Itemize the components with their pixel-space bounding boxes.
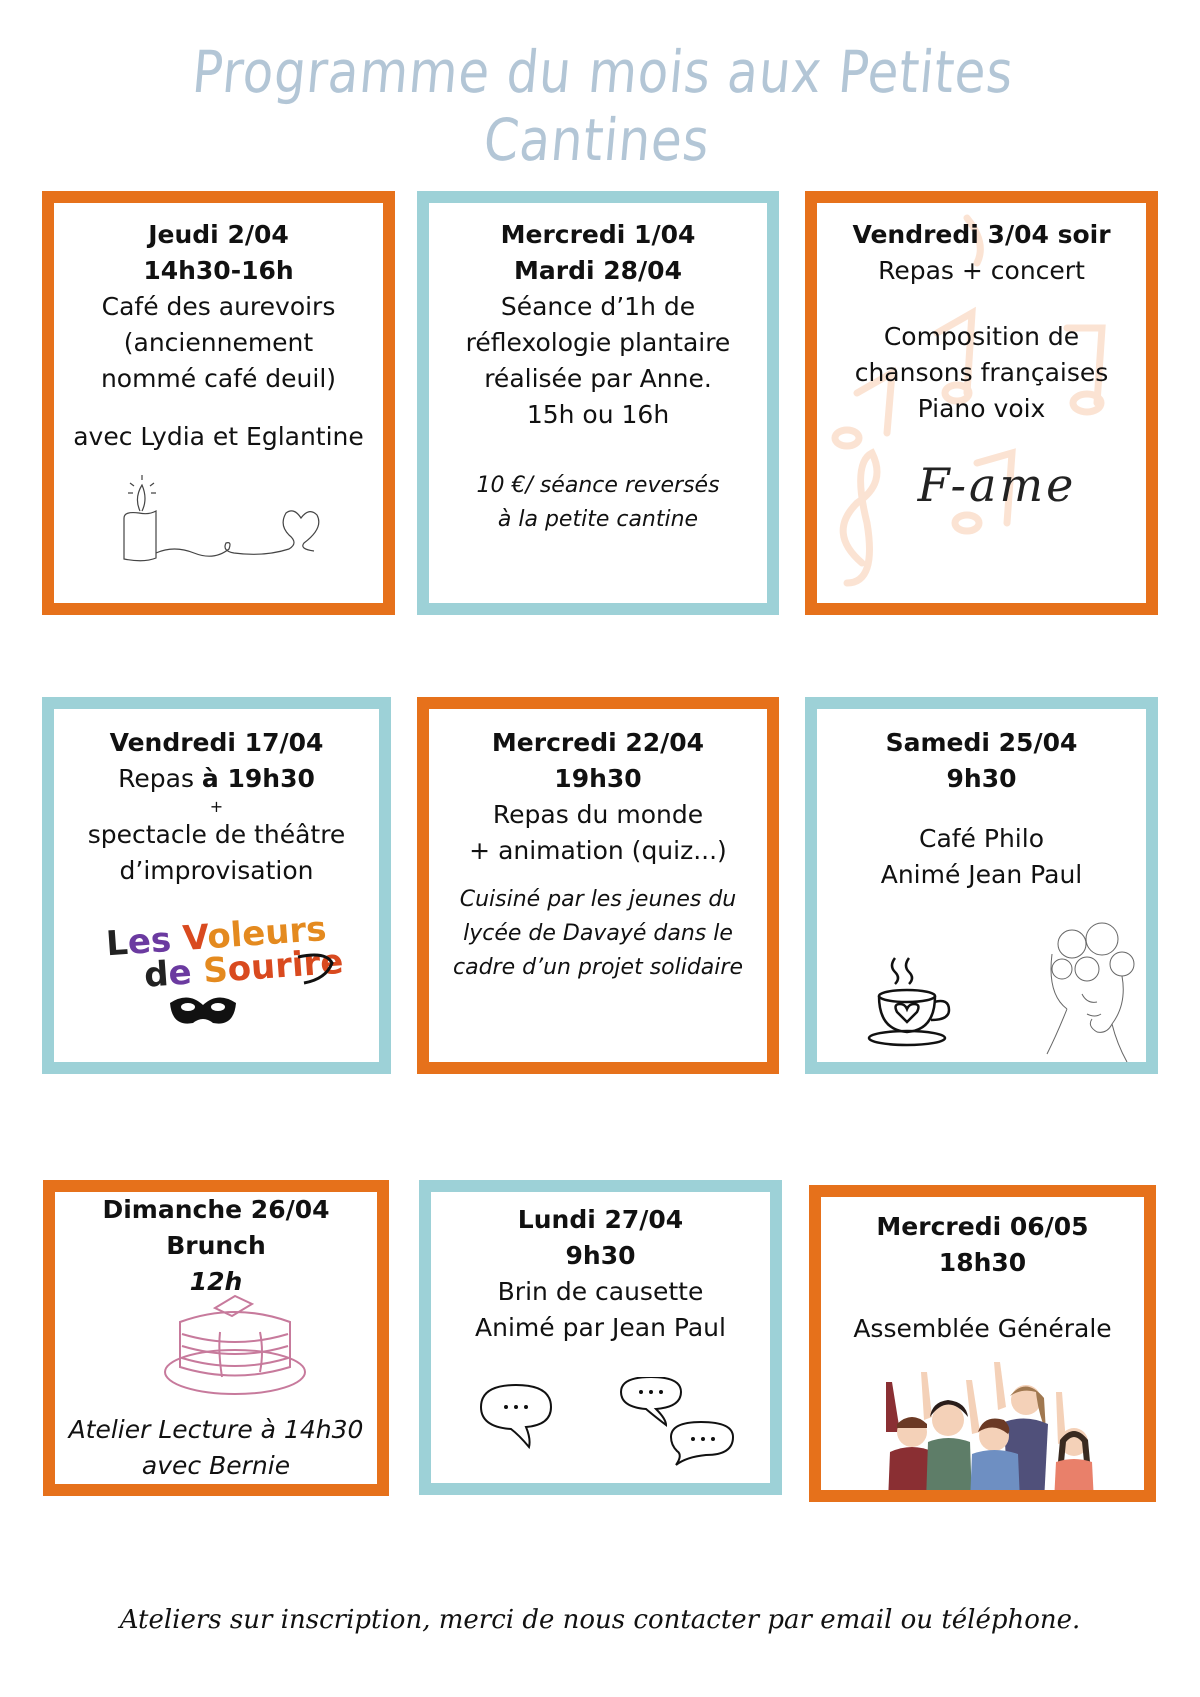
event-title: Café des aurevoirs [101, 292, 336, 321]
event-note: lycée de Davayé dans le [463, 921, 733, 946]
event-date: Lundi 27/04 [517, 1205, 684, 1234]
event-description: d’improvisation [119, 856, 314, 885]
candle-heart-line-icon [114, 473, 334, 568]
event-time: 19h30 [554, 764, 642, 793]
les-voleurs-de-sourire-logo: Les Voleurs de Sourire [106, 919, 346, 1039]
event-title: Brunch [166, 1231, 266, 1260]
event-card-lundi-27-04 [419, 1180, 782, 1495]
event-time: 18h30 [938, 1248, 1027, 1277]
event-description: nommé café deuil) [100, 364, 337, 393]
event-hosts: avec Lydia et Eglantine [73, 422, 364, 451]
event-date: Jeudi 2/04 [148, 220, 289, 249]
coffee-cup-heart-icon [867, 954, 962, 1049]
event-description: spectacle de théâtre [87, 820, 346, 849]
event-date: Vendredi 3/04 soir [852, 220, 1111, 249]
event-date: Mardi 28/04 [514, 256, 682, 285]
event-description: chansons françaises [854, 358, 1109, 387]
event-time: à 19h30 [201, 764, 315, 793]
woman-flowers-line-icon [1027, 914, 1147, 1064]
event-title: Séance d’1h de [500, 292, 696, 321]
event-price-note: à la petite cantine [497, 507, 699, 532]
event-date: Vendredi 17/04 [109, 728, 324, 757]
event-time: 15h ou 16h [526, 400, 670, 429]
event-card-jeudi-2-04 [42, 191, 395, 615]
event-description: Piano voix [917, 394, 1046, 423]
event-card-mercredi-22-04 [417, 697, 779, 1074]
pancakes-icon [160, 1292, 310, 1402]
event-date: Mercredi 22/04 [491, 728, 705, 757]
event-date: Dimanche 26/04 [102, 1195, 330, 1224]
plus-sign: + [209, 797, 224, 816]
event-title: Repas + concert [878, 256, 1085, 285]
event-time: 12h [189, 1267, 243, 1296]
f-ame-signature: F-ame [917, 458, 1077, 512]
page-title: Programme du mois aux Petites Cantines [189, 38, 1017, 174]
event-time: 9h30 [946, 764, 1017, 793]
mask-icon [168, 991, 238, 1031]
event-description: (anciennement [123, 328, 314, 357]
event-host: Animé par Jean Paul [475, 1313, 726, 1342]
event-title [54, 761, 379, 797]
event-meal: Repas [118, 764, 202, 793]
event-note: cadre d’un projet solidaire [453, 955, 743, 980]
speech-bubbles-icon [471, 1377, 751, 1482]
event-title: Brin de causette [497, 1277, 704, 1306]
event-card-vendredi-17-04 [42, 697, 391, 1074]
event-title: Repas du monde [492, 800, 704, 829]
event-host: réalisée par Anne. [484, 364, 712, 393]
event-host: avec Bernie [141, 1451, 291, 1480]
swoosh-icon [296, 949, 336, 989]
event-card-vendredi-3-04 [805, 191, 1158, 615]
event-card-samedi-25-04 [805, 697, 1158, 1074]
event-price: 10 €/ séance reversés [476, 473, 720, 498]
event-date: Samedi 25/04 [885, 728, 1078, 757]
event-note: Cuisiné par les jeunes du [459, 887, 737, 912]
event-time: 14h30-16h [143, 256, 294, 285]
event-title: réflexologie plantaire [465, 328, 731, 357]
event-date: Mercredi 06/05 [876, 1212, 1089, 1241]
event-host: Animé Jean Paul [880, 860, 1083, 889]
footer-note: Ateliers sur inscription, merci de nous contacter par email ou téléphone. [119, 1605, 1081, 1635]
event-card-mercredi-06-05 [809, 1185, 1156, 1502]
people-raising-hands-icon [876, 1362, 1096, 1502]
event-card-dimanche-26-04 [43, 1180, 389, 1496]
event-title: + animation (quiz...) [469, 836, 727, 865]
event-date: Mercredi 1/04 [500, 220, 696, 249]
event-time: 9h30 [565, 1241, 636, 1270]
event-description: Composition de [883, 322, 1080, 351]
event-title: Café Philo [918, 824, 1044, 853]
event-workshop: Atelier Lecture à 14h30 [68, 1415, 364, 1444]
event-title: Assemblée Générale [853, 1314, 1112, 1343]
event-card-reflexologie [417, 191, 779, 615]
